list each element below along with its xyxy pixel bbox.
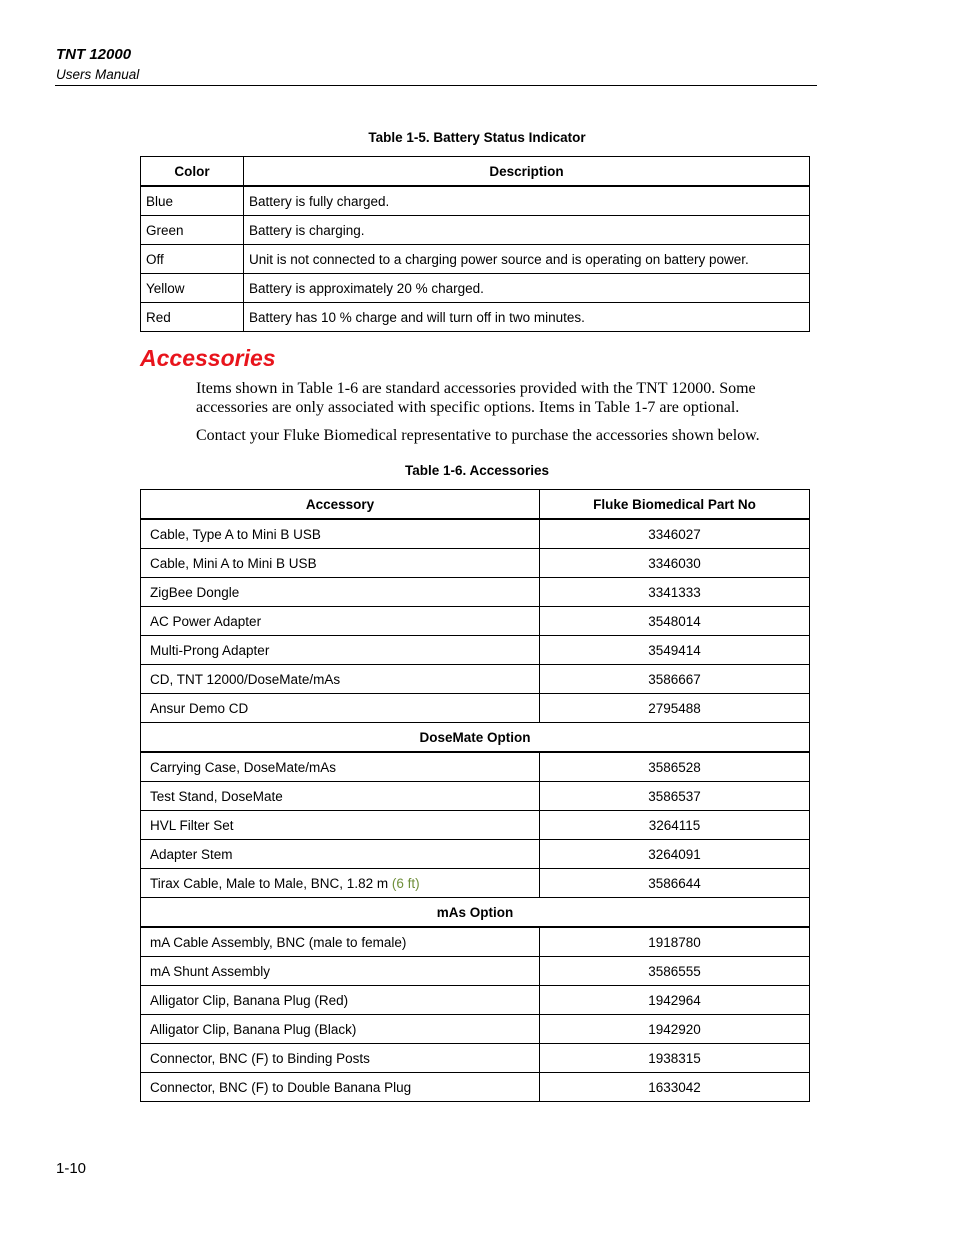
accessory-cell: Connector, BNC (F) to Double Banana Plug [141, 1073, 540, 1102]
table-row [141, 811, 810, 840]
battery-status-table [140, 156, 810, 332]
part-number-cell: 1942920 [540, 1015, 810, 1044]
accessory-cell: CD, TNT 12000/DoseMate/mAs [141, 665, 540, 694]
part-number-cell: 3264115 [540, 811, 810, 840]
imperial-length-note: (6 ft) [391, 875, 420, 891]
accessory-cell: Carrying Case, DoseMate/mAs [141, 752, 540, 782]
battery-description-cell: Battery is approximately 20 % charged. [244, 274, 810, 303]
part-number-cell: 1942964 [540, 986, 810, 1015]
table-header-row [141, 490, 810, 520]
part-number-cell: 3346030 [540, 549, 810, 578]
table-row [141, 1015, 810, 1044]
battery-description-cell: Battery has 10 % charge and will turn off in two minutes. [244, 303, 810, 332]
section-row-dosemate [141, 723, 810, 753]
accessory-cell: ZigBee Dongle [141, 578, 540, 607]
table-row [141, 840, 810, 869]
table-row [141, 303, 810, 332]
part-number-cell: 3548014 [540, 607, 810, 636]
battery-color-cell: Red [141, 303, 244, 332]
table-row [141, 782, 810, 811]
accessories-table [140, 489, 810, 1102]
accessory-cell: Alligator Clip, Banana Plug (Red) [141, 986, 540, 1015]
table-row [141, 578, 810, 607]
column-header-part-no: Fluke Biomedical Part No [540, 490, 810, 520]
page-number: 1-10 [56, 1160, 87, 1177]
accessories-table-caption: Table 1-6. Accessories [404, 463, 550, 478]
column-header-description: Description [244, 157, 810, 187]
part-number-cell: 3586667 [540, 665, 810, 694]
table-row [141, 927, 810, 957]
table-row [141, 607, 810, 636]
accessory-cell: Test Stand, DoseMate [141, 782, 540, 811]
column-header-color: Color [141, 157, 244, 187]
battery-color-cell: Off [141, 245, 244, 274]
intro-paragraph: Items shown in Table 1-6 are standard accessories provided with the TNT 12000. Some accessories are only associated with specific options. Items in Table 1-7 are optional. [196, 380, 756, 416]
battery-table-caption: Table 1-5. Battery Status Indicator [368, 130, 586, 145]
table-row [141, 694, 810, 723]
part-number-cell: 3586528 [540, 752, 810, 782]
part-number-cell: 1938315 [540, 1044, 810, 1073]
part-number-cell: 3586537 [540, 782, 810, 811]
accessory-cell: Alligator Clip, Banana Plug (Black) [141, 1015, 540, 1044]
battery-color-cell: Yellow [141, 274, 244, 303]
table-row [141, 519, 810, 549]
table-row [141, 186, 810, 216]
table-row [141, 1044, 810, 1073]
battery-color-cell: Blue [141, 186, 244, 216]
table-row [141, 1073, 810, 1102]
table-row [141, 636, 810, 665]
table-row [141, 245, 810, 274]
accessory-cell: Ansur Demo CD [141, 694, 540, 723]
part-number-cell: 3346027 [540, 519, 810, 549]
accessory-cell: Adapter Stem [141, 840, 540, 869]
table-row [141, 274, 810, 303]
header-subtitle: Users Manual [56, 67, 140, 82]
table-header-row [141, 157, 810, 187]
accessory-cell: mA Cable Assembly, BNC (male to female) [141, 927, 540, 957]
accessory-cell [141, 869, 540, 898]
section-row-mas [141, 898, 810, 928]
dosemate-option-heading: DoseMate Option [141, 723, 810, 753]
battery-description-cell: Battery is fully charged. [244, 186, 810, 216]
table-row [141, 957, 810, 986]
part-number-cell: 3586644 [540, 869, 810, 898]
mas-option-heading: mAs Option [141, 898, 810, 928]
part-number-cell: 1918780 [540, 927, 810, 957]
table-row [141, 869, 810, 898]
part-number-cell: 1633042 [540, 1073, 810, 1102]
accessory-cell: Connector, BNC (F) to Binding Posts [141, 1044, 540, 1073]
accessory-cell: Cable, Mini A to Mini B USB [141, 549, 540, 578]
table-row [141, 986, 810, 1015]
table-row [141, 549, 810, 578]
battery-description-cell: Battery is charging. [244, 216, 810, 245]
accessory-cell: Multi-Prong Adapter [141, 636, 540, 665]
table-row [141, 216, 810, 245]
accessory-cell: AC Power Adapter [141, 607, 540, 636]
part-number-cell: 3341333 [540, 578, 810, 607]
accessory-cell: HVL Filter Set [141, 811, 540, 840]
battery-description-cell: Unit is not connected to a charging power source and is operating on battery power. [244, 245, 810, 274]
accessory-cell: mA Shunt Assembly [141, 957, 540, 986]
part-number-cell: 3264091 [540, 840, 810, 869]
header-title: TNT 12000 [56, 46, 132, 63]
accessory-cell: Cable, Type A to Mini B USB [141, 519, 540, 549]
section-title: Accessories [140, 345, 276, 371]
table-row [141, 665, 810, 694]
table-row [141, 752, 810, 782]
header-rule [55, 85, 817, 86]
column-header-accessory: Accessory [141, 490, 540, 520]
part-number-cell: 3586555 [540, 957, 810, 986]
contact-paragraph: Contact your Fluke Biomedical representative to purchase the accessories shown below. [196, 427, 760, 444]
accessory-text: Tirax Cable, Male to Male, BNC, 1.82 m [150, 875, 389, 891]
part-number-cell: 2795488 [540, 694, 810, 723]
battery-color-cell: Green [141, 216, 244, 245]
part-number-cell: 3549414 [540, 636, 810, 665]
